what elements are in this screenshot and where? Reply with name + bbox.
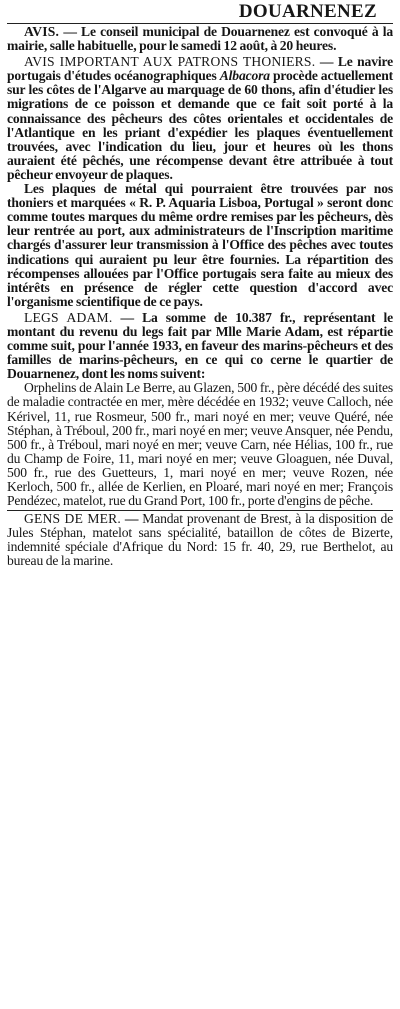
- article-thoniers-ship-name: Albacora: [219, 68, 270, 84]
- article-legs-text: La somme de 10.387 fr., représentant le montant du revenu du legs fait par Mlle Marie Adam, est répartie comme suit, pour l'année 1933, en faveur des marins-pêcheurs et des familles de marins-pêcheurs, en ce qui co cerne le quartier de Douarnenez, dont les noms suivent:: [7, 309, 393, 382]
- article-gens-text: Mandat provenant de Brest, à la disposition de Jules Stéphan, matelot sans spécialité, bataillon de côtes de Bizerte, indemnité spéciale d'Afrique du Nord: 15 fr. 40, 29, rue Berthelot, au bureau de la marine.: [7, 511, 393, 569]
- section-headline: DOUARNENEZ: [238, 1, 377, 22]
- article-thoniers-kicker: AVIS IMPORTANT AUX PATRONS THONIERS.: [24, 54, 316, 70]
- article-gens-kicker: GENS DE MER.: [24, 511, 122, 527]
- article-legs-paragraph-1: [7, 311, 393, 381]
- article-thoniers-paragraph-2: Les plaques de métal qui pourraient être trouvées par nos thoniers et marquées « R. P. Aquaria Lisboa, Portugal » seront donc comme toutes marques du même ordre remises par les pêcheurs, dès leur rentrée au port, aux administrateurs de l'Inscription maritime chargés d'assurer leur transmission à l'Office des pêches avec toutes indications qui auraient pu leur être fournies. La répartition des récompenses allouées par l'Office portugais sera faite au mieux des intérêts en présence de régler cette question d'accord avec l'organisme scientifique de ce pays.: [7, 181, 393, 309]
- article-legs-paragraph-2: Orphelins de Alain Le Berre, au Glazen, 500 fr., père décédé des suites de maladie contractée en mer, mère décédée en 1932; veuve Calloch, née Kérivel, 11, rue Rosmeur, 500 fr., mari noyé en mer; veuve Quéré, née Stéphan, à Tréboul, 200 fr., mari noyé en mer; veuve Ansquer, née Pendu, 500 fr., à Tréboul, mari noyé en mer; veuve Carn, née Hélias, 100 fr., rue du Champ de Foire, 11, mari noyé en mer; veuve Gloaguen, née Duval, 500 fr., rue des Guetteurs, 1, mari noyé en mer; veuve Rozen, née Kerloch, 500 fr., allée de Kerlien, en Ploaré, mari noyé en mer; François Pendézec, matelot, rue du Grand Port, 100 fr., porte d'engins de pêche.: [7, 380, 393, 509]
- article-avis-paragraph: [7, 25, 393, 53]
- article-thoniers-dash: —: [315, 54, 338, 70]
- article-thoniers-lead-after: procède actuellement sur les côtes de l'Algarve au marquage de 60 thons, afin d'étudier les migrations de ce poisson et demande que ce fait soit porté à la connaissance des pêcheurs des côtes orientales et occidentales de l'Atlantique en les priant d'expédier les plaques éventuellement trouvées, avec l'indication du lieu, jour et heures où les thons auraient été pêchés, une récompense devant être attribuée à tout pêcheur envoyeur de plaques.: [7, 68, 393, 182]
- article-avis: [7, 25, 393, 53]
- article-avis-kicker: AVIS.: [24, 24, 60, 39]
- article-legs-dash: —: [112, 309, 143, 325]
- article-legs-kicker: LEGS ADAM.: [24, 309, 113, 325]
- article-gens-dash: —: [121, 511, 143, 527]
- article-thoniers-lead-before: Le navire portugais d'études océanographiques: [7, 54, 393, 84]
- article-gens-de-mer: [7, 512, 393, 568]
- article-legs-adam: [7, 311, 393, 508]
- article-gens-paragraph-1: [7, 512, 393, 568]
- article-thoniers-paragraph-1: [7, 55, 393, 182]
- article-avis-dash: —: [59, 24, 82, 39]
- article-avis-text: Le conseil municipal de Douarnenez est convoqué à la mairie, salle habituelle, pour le samedi 12 août, à 20 heures.: [7, 24, 393, 54]
- article-thoniers: [7, 55, 393, 309]
